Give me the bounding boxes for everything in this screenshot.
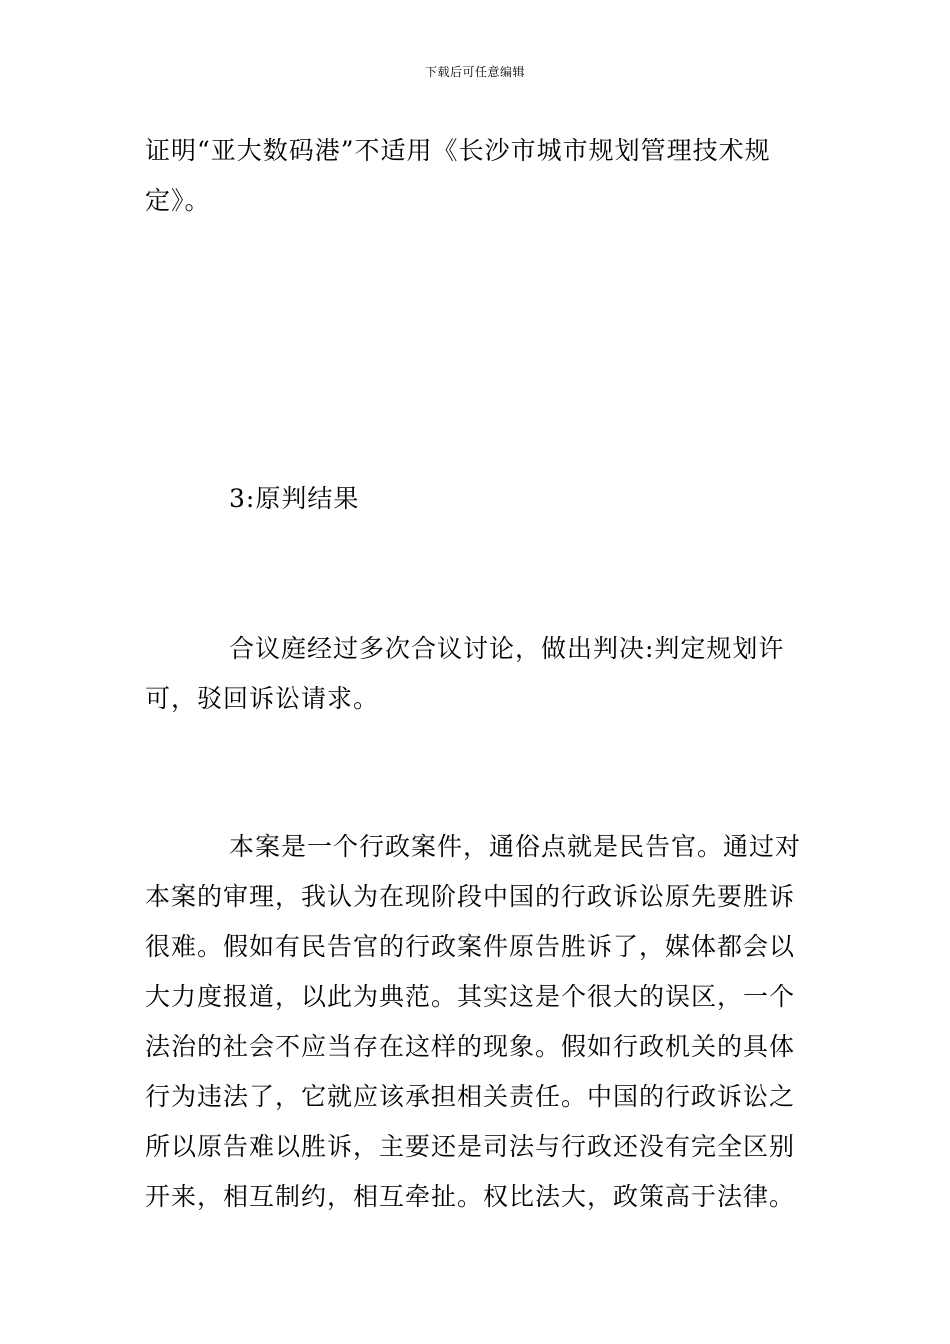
paragraph-analysis: 本案是一个行政案件，通俗点就是民告官。通过对本案的审理，我认为在现阶段中国的行政诉讼原先要胜诉很难。假如有民告官的行政案件原告胜诉了，媒体都会以大力度报道，以此为典范。其实这是个很大的误区，一个法治的社会不应当存在这样的现象。假如行政机关的具体行为违法了，它就应该承担相关责任。中国的行政诉讼之所以原告难以胜诉，主要还是司法与行政还没有完全区别开来，相互制约，相互牵扯。权比法大，政策高于法律。 — [145, 832, 802, 1211]
paragraph-judgment: 合议庭经过多次合议讨论，做出判决:判定规划许可，驳回诉讼请求。 — [145, 634, 785, 713]
section-heading: 3:原判结果 — [229, 484, 360, 513]
page-header: 下载后可任意编辑 — [424, 65, 525, 79]
paragraph-continuation: 证明“亚大数码港”不适用《长沙市城市规划管理技术规定》。 — [145, 136, 771, 215]
